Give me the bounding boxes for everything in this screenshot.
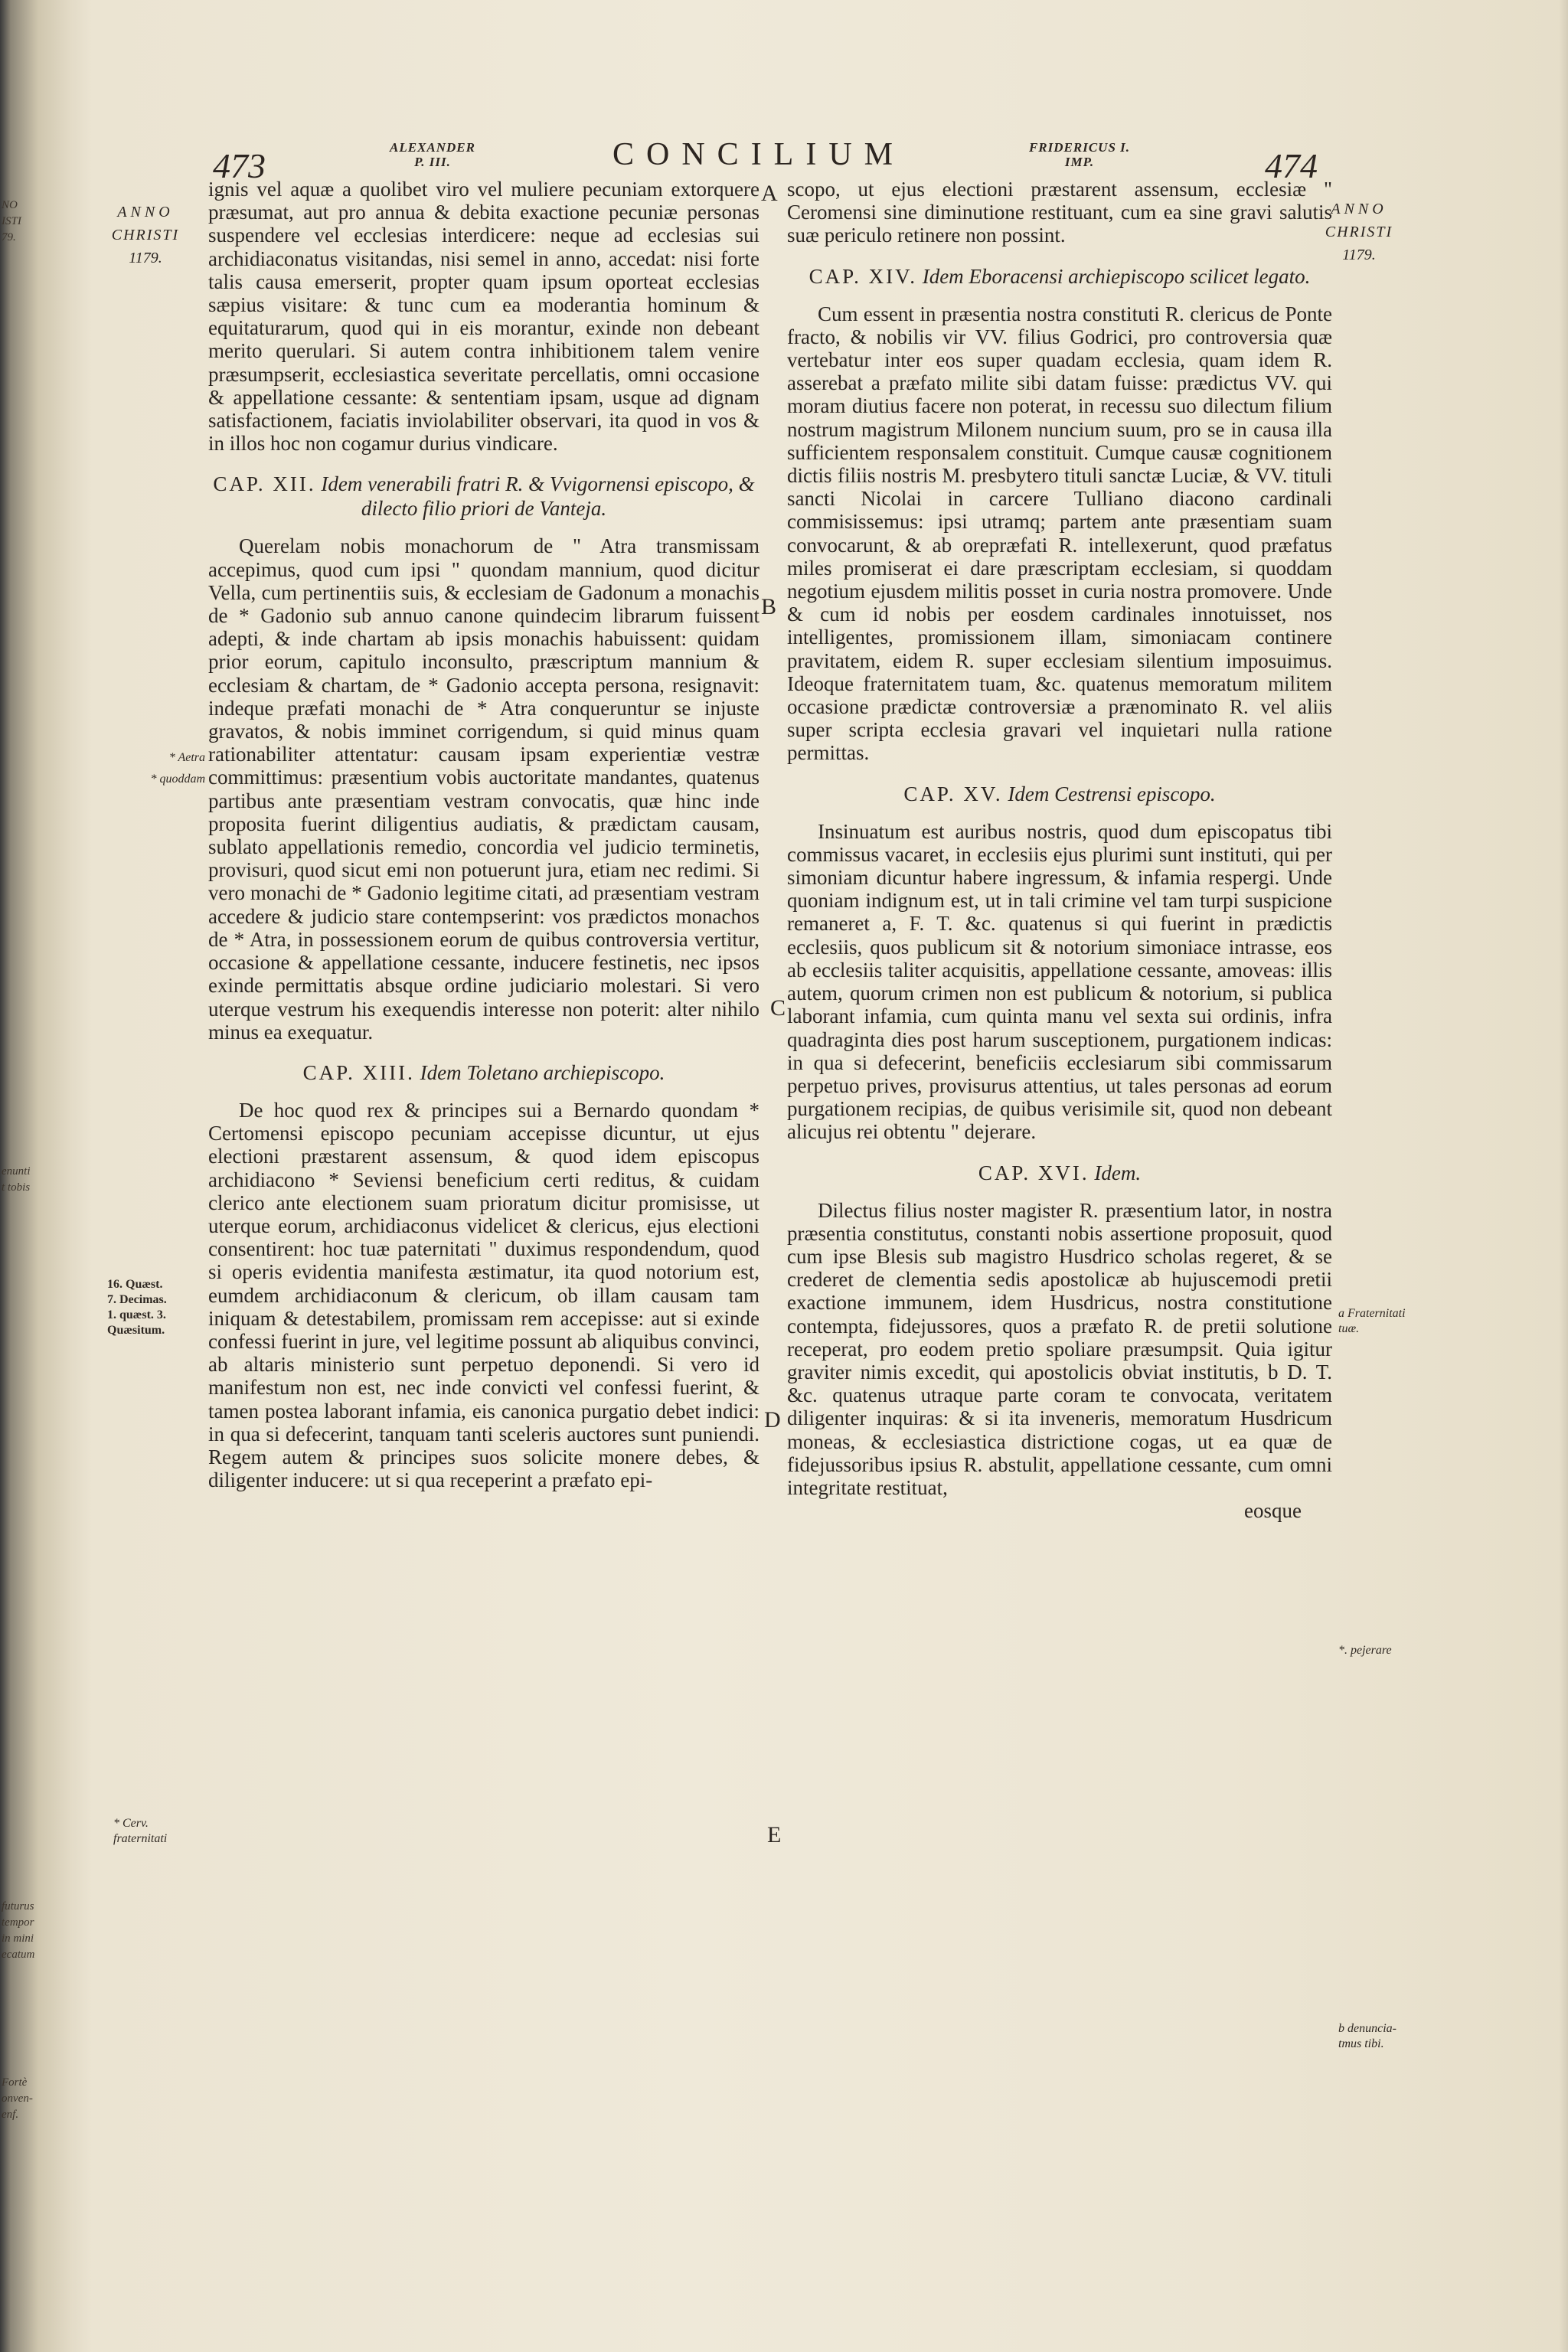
chapter-xii-heading (208, 472, 760, 521)
page-number-left: 473 (213, 146, 266, 185)
chapter-xvi-text: Dilectus filius noster magister R. præsentium lator, in nostra præsentia constitutus, constanti nobis assertione proposuit, quod cum ipse Blesis sub magistro Husdrico scholas regeret, & se crederet de clementia sedis apostolicæ ab hujuscemodi pretii exactione immunem, idem Husdricus, nostra constitutione contempta, fidejussores, quos a præfato R. de pretii solutione receperat, pro eodem pretio spoliare præsumpsit. Quia igitur graviter nimis excedit, qui apostolicis obviat institutis, b D. T. &c. quatenus utraque parte coram te convocata, veritatem diligenter inquiras: & si ita inveneris, memoratum Husdricum moneas, & ecclesiastica districtione cogas, ut ea quæ de fidejussoribus ipsius R. abstulit, appellatione cessante, cum omni integritate restituat, (787, 1198, 1332, 1499)
page-title: CONCILIUM (612, 137, 905, 172)
bleed-text-low2: Fortè onven- enf. (2, 2076, 33, 2121)
running-head-right (1018, 140, 1141, 169)
chapter-xiii-title: Idem Toletano archiepiscopo. (420, 1060, 665, 1084)
right-column (787, 178, 1332, 1522)
anno-left-line1: ANNO (117, 204, 174, 220)
running-head-left-line2: P. III. (414, 155, 451, 169)
chapter-xv-heading (787, 782, 1332, 806)
running-head-left (360, 140, 505, 169)
chapter-xii-number: CAP. XII. (213, 472, 316, 496)
chapter-xv-text: Insinuatum est auribus nostris, quod dum episcopatus tibi commissus vacaret, in ecclesiis ejus plurimi sunt instituti, qui per simoniam dicuntur habere ingressum, & infamia respergi. Unde quoniam indignum est, ut in tali crimine vel tam turpi suspicione remaneret a, F. T. &c. quatenus si qui fuerint in prædictis ecclesiis, quos publicum sit & notorium simoniace intrasse, eos ab ecclesiis taliter acquisitis, appellatione cessante, amoveas: illis autem, quorum crimen non est publicum & notorium, si publica laborant infamia, cum quinta manu vel sexta sui ordinis, infra quadraginta dies post harum susceptionem, purgationem indicas: in qua si defecerint, beneficiis ecclesiarum sibi commissarum perpetuo prives, provisurus attentius, ut tales personas ad eorum purgationem recipias, de quibus verisimile sit, quod non debeant alicujus rei obtentu " dejerare. (787, 819, 1332, 1144)
chapter-xiv-title: Idem Eboracensi archiepiscopo scilicet legato. (922, 264, 1311, 288)
anno-left-line2: CHRISTI (111, 227, 180, 243)
bleed-text-mid: enunti t tobis (2, 1165, 31, 1194)
anno-right-line2: CHRISTI (1325, 224, 1393, 240)
left-column (208, 178, 760, 1491)
binding-gutter (0, 0, 73, 2352)
anno-christi-left (92, 201, 199, 270)
bleed-text-top: NO ISTI 79. (2, 199, 21, 243)
chapter-xiv-number: CAP. XIV. (808, 264, 917, 288)
chapter-xiv-text: Cum essent in præsentia nostra constituti R. clericus de Ponte fracto, & nobilis vir VV. filius Godrici, pro controversia quæ vertebatur inter eos super quadam ecclesia, quam idem R. asserebat a præfato milite sibi datam fuisse: prædictus VV. qui moram diutius facere non poterat, in recessu suo dilectum filium nostrum magistrum Milonem nuncium suum, pro se in causa illa sufficientem responsalem constituit. Cumque causæ cognitionem dictis filiis nostris M. presbytero tituli sanctæ Luciæ, & VV. tituli sancti Nicolai in carcere Tulliano diacono cardinali commisissemus: ipsi utramq; partem ante præsentiam suam convocarunt, & ab orepræfati R. intellexerunt, quod præfatus miles promiserat ei dare præscriptam ecclesiam, si quoddam negotium ejusdem militis posset in curia nostra promovere. Unde & cum id nobis per eosdem cardinales innotuisset, nos intelligentes, promissionem illam, simoniacam continere pravitatem, eidem R. super ecclesiam silentium imposuimus. Ideoque fraternitatem tuam, &c. quatenus memoratum militem occasione prædictæ controversiæ a prænominato R. vel aliis super scripta ecclesia gravari vel inquietari nulla ratione permittas. (787, 302, 1332, 765)
chapter-xvi-title: Idem. (1094, 1161, 1142, 1184)
anno-right-line1: ANNO (1331, 201, 1387, 217)
section-letter-c: C (770, 995, 786, 1021)
chapter-xiii-number: CAP. XIII. (302, 1060, 415, 1084)
chapter-xii-title: Idem venerabili fratri R. & Vvigornensi episcopo, & dilecto filio priori de Vanteja. (321, 472, 755, 521)
running-head-right-line1: FRIDERICUS I. (1028, 140, 1131, 155)
anno-right-line3: 1179. (1342, 247, 1376, 263)
bleed-text-low: futurus tempor in mini ecatum (2, 1900, 35, 1961)
anno-left-line3: 1179. (129, 250, 162, 266)
margin-note-aetra: * Aetra (168, 751, 205, 764)
chapter-xiii-text: De hoc quod rex & principes sui a Bernardo quondam * Certomensi episcopo pecuniam accepisse dicuntur, ut ejus electioni præstarent assensum, & quod idem episcopus archidiacono * Seviensi beneficium certi reditus, & cuidam clerico ante electionem suam prioratum dicitur promisisse, ut uterque eorum, archidiaconus videlicet & clericus, ejus electioni consentirent: hoc tuæ paternitati " duximus respondendum, quod si operis evidentia manifesta æstimatur, ita quod notorium est, eumdem archidiaconum & clericum, ob illam causam tam iniquam & detestabilem, promissam rem accepisse: aut si exinde confessi fuerint in jure, vel legitime possunt ab aliquibus convinci, ab altaris ministerio sunt perpetuo deponendi. Si vero id manifestum non est, nec inde convicti vel confessi fuerint, & tamen postea laborant infamia, eis canonica purgatio debet indici: in qua si defecerint, tanquam tanti sceleris auctores sunt puniendi. Regem autem & principes suos solicite monere debes, & diligenter inducere: ut si qua receperint a præfato epi- (208, 1098, 760, 1492)
right-intro-paragraph: scopo, ut ejus electioni præstarent assensum, ecclesiæ " Ceromensi sine diminutione restituant, cum ea sine gravi salutis suæ periculo retinere non possint. (787, 178, 1332, 247)
margin-note-pejerare: *. pejerare (1338, 1644, 1392, 1657)
running-head-right-line2: IMP. (1064, 155, 1095, 169)
margin-note-quoddam: * quoddam (150, 773, 205, 786)
chapter-xiv-heading (787, 264, 1332, 289)
chapter-xvi-number: CAP. XVI. (978, 1161, 1089, 1184)
margin-note-right-b: b denuncia- tmus tibi. (1338, 2022, 1396, 2050)
chapter-xv-title: Idem Cestrensi episcopo. (1008, 782, 1216, 805)
margin-note-quaestio: 16. Quæst. 7. Decimas. 1. quæst. 3. Quæsitum. (107, 1278, 167, 1337)
left-intro-paragraph: ignis vel aquæ a quolibet viro vel muliere pecuniam extorquere præsumat, aut pro annua & debita exactione pecuniæ personas suspendere vel ecclesias interdicere: neque ad ecclesias sui archidiaconatus visitandas, nisi semel in anno, accedat: nisi forte talis causa emerserit, propter quam ipsum oporteat ecclesias sæpius visitare: & tunc cum ea moderantia hominum & equitaturarum, quod qui in eis morantur, exinde non debeant merito querulari. Si autem contra inhibitionem talem venire præsumpserit, ecclesiastica severitate percellatis, omni occasione & appellatione cessante: & sententiam ipsam, usque ad dignam satisfactionem, faciatis inviolabiliter observari, ita quod in vos & in illos hoc non cogamur durius vindicare. (208, 178, 760, 456)
margin-note-fraternitati: * Cerv. fraternitati (113, 1817, 168, 1845)
page-number-right: 474 (1265, 146, 1318, 185)
page-edge-shadow (1559, 0, 1568, 2352)
section-letter-a: A (761, 181, 778, 206)
margin-note-right-a: a Fraternitati tuæ. (1338, 1307, 1406, 1335)
section-letter-e: E (767, 1822, 782, 1847)
section-letter-d: D (764, 1407, 781, 1432)
running-head-left-line1: ALEXANDER (390, 140, 475, 155)
chapter-xiii-heading (208, 1060, 760, 1085)
section-letter-b: B (761, 594, 777, 619)
catchword: eosque (1244, 1499, 1302, 1523)
chapter-xvi-heading (787, 1161, 1332, 1185)
chapter-xii-text: Querelam nobis monachorum de " Atra transmissam accepimus, quod cum ipsi " quondam mannium, quod dicitur Vella, cum pertinentiis suis, & ecclesiam de Gadonum a monachis de * Gadonio sub annuo canone quindecim librarum fuissent adepti, & inde chartam ab ipsis monachis habuissent: quidam prior eorum, capitulo inconsulto, præscriptum mannium & ecclesiam & chartam, de * Gadonio accepta persona, resignavit: indeque præfati monachi de * Atra conqueruntur se injuste gravatos, & nobis imminet corrigendum, si quid minus quam rationabiliter attentatur: causam ipsam experientiæ vestræ committimus: præsentium vobis auctoritate mandantes, quatenus partibus ante præsentiam vestram convocatis, quæ hinc inde proposita fuerint diligentius audiatis, & prædictam causam, sublato appellationis remedio, concordia vel judicio terminetis, provisuri, quod sicut emi non potuerunt jura, etiam nec redimi. Si vero monachi de * Gadonio legitime citati, ad præsentiam vestram accedere & judicio stare contempserint: vos prædictos monachos de * Atra, in possessionem eorum de quibus controversia vertitur, occasione & appellatione cessante, inducere festinetis, nec ipsos exinde permittatis absque ordine judiciario molestari. Si vero uterque vestrum his exequendis interesse non poterit: alter nihilo minus ea exequatur. (208, 534, 760, 1044)
chapter-xv-number: CAP. XV. (903, 782, 1003, 805)
